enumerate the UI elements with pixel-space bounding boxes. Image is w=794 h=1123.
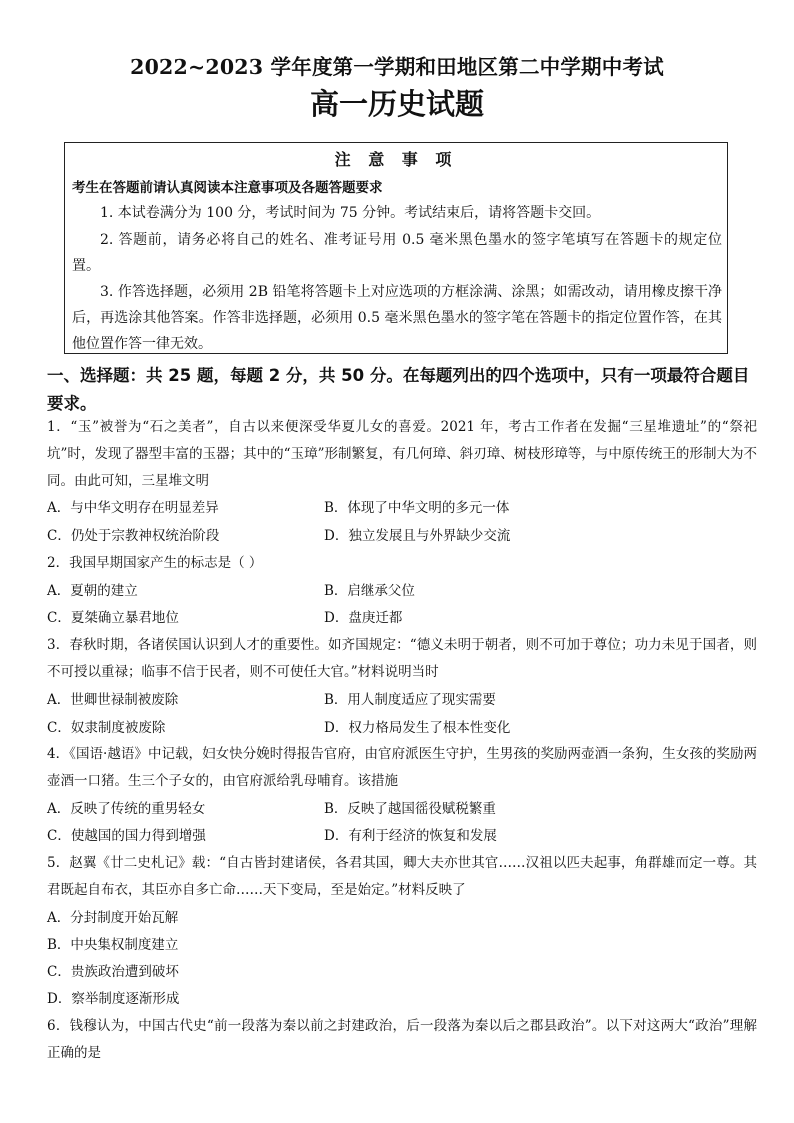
notice-title: 注 意 事 项: [334, 150, 458, 169]
question-5-stem: 5．赵翼《廿二史札记》载：“自古皆封建诸侯，各君其国，卿大夫亦世其官……汉祖以匹夫起事，角群雄而定一尊。其君既起自布衣，其臣亦自多亡命……天下变局，至是始定。”材料反映了: [47, 855, 757, 898]
question-5-option-d: D．察举制度逐渐形成: [47, 991, 180, 1007]
notice-item-3: 3. 作答选择题，必须用 2B 铅笔将答题卡上对应选项的方框涂满、涂黑；如需改动，请用橡皮擦干净后，再选涂其他答案。作答非选择题，必须用 0.5 毫米黑色墨水的签字笔在答题卡的指定位置作答，在其他位置作答一律无效。: [72, 284, 722, 352]
subject-title: 高一历史试题: [309, 87, 484, 121]
notice-item-2: 2. 答题前，请务必将自己的姓名、准考证号用 0.5 毫米黑色墨水的签字笔填写在答题卡的规定位置。: [72, 232, 722, 274]
notice-lead: 考生在答题前请认真阅读本注意事项及各题答题要求: [72, 180, 383, 196]
exam-title: 2022~2023 学年度第一学期和田地区第二中学期中考试: [130, 55, 664, 79]
question-2-option-d: D．盘庚迁都: [324, 610, 403, 626]
question-5-option-b: B．中央集权制度建立: [47, 937, 179, 953]
question-2-option-c: C．夏桀确立暴君地位: [47, 610, 179, 626]
question-2-option-b: B．启继承父位: [324, 583, 415, 599]
section-heading: 一、选择题：共 25 题，每题 2 分，共 50 分。在每题列出的四个选项中，只有一项最符合题目要求。: [47, 366, 750, 413]
question-2-option-a: A．夏朝的建立: [47, 583, 138, 599]
question-5-option-a: A．分封制度开始瓦解: [47, 910, 179, 926]
question-5-option-c: C．贵族政治遭到破坏: [47, 964, 179, 980]
question-1-option-d: D．独立发展且与外界缺少交流: [324, 528, 511, 544]
question-3-option-a: A．世卿世禄制被废除: [47, 692, 179, 708]
question-4-option-a: A．反映了传统的重男轻女: [47, 801, 206, 817]
question-3-option-b: B．用人制度适应了现实需要: [324, 692, 496, 708]
question-4-option-b: B．反映了越国徭役赋税繁重: [324, 801, 496, 817]
notice-box: [64, 142, 728, 354]
question-4-option-d: D．有利于经济的恢复和发展: [324, 828, 497, 844]
question-1-option-b: B．体现了中华文明的多元一体: [324, 500, 510, 516]
question-1-stem: 1．“玉”被誉为“石之美者”，自古以来便深受华夏儿女的喜爱。2021 年，考古工作者在发掘“三星堆遗址”的“祭祀坑”时，发现了器型丰富的玉器；其中的“玉璋”形制繁复，有几何璋、斜刃璋、树枝形璋等，与中原传统王的形制大为不同。由此可知，三星堆文明: [47, 419, 757, 489]
question-2-stem: 2．我国早期国家产生的标志是（ ）: [47, 555, 263, 571]
question-4-option-c: C．使越国的国力得到增强: [47, 828, 206, 844]
question-1-option-c: C．仍处于宗教神权统治阶段: [47, 528, 220, 544]
question-3-option-c: C．奴隶制度被废除: [47, 720, 166, 736]
notice-item-1: 1. 本试卷满分为 100 分，考试时间为 75 分钟。考试结束后，请将答题卡交回。: [100, 205, 601, 221]
question-3-stem: 3．春秋时期，各诸侯国认识到人才的重要性。如齐国规定：“德义未明于朝者，则不可加于尊位；功力未见于国者，则不可授以重禄；临事不信于民者，则不可使任大官。”材料说明当时: [47, 637, 757, 680]
question-3-option-d: D．权力格局发生了根本性变化: [324, 720, 511, 736]
question-6-stem: 6．钱穆认为，中国古代史“前一段落为秦以前之封建政治，后一段落为秦以后之郡县政治”。以下对这两大“政治”理解正确的是: [47, 1018, 757, 1061]
question-1-option-a: A．与中华文明存在明显差异: [47, 500, 219, 516]
question-4-stem: 4．《国语·越语》中记载，妇女快分娩时得报告官府，由官府派医生守护，生男孩的奖励两壶酒一条狗，生女孩的奖励两壶酒一口猪。生三个子女的，由官府派给乳母哺育。该措施: [47, 746, 757, 789]
